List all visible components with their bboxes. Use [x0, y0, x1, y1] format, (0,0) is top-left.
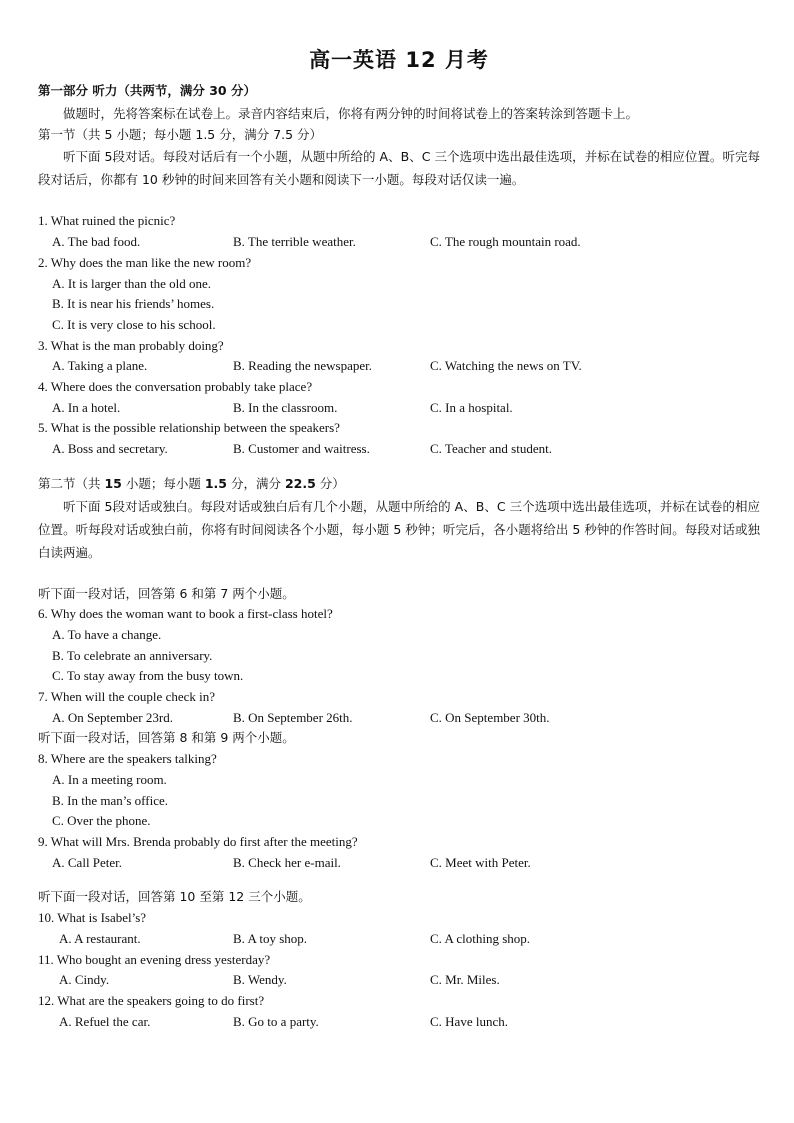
question-4-options	[38, 398, 760, 419]
option-a: A. Cindy.	[59, 972, 110, 988]
option-b: B. A toy shop.	[233, 930, 308, 946]
option-c: C. On September 30th.	[430, 709, 550, 725]
option-c: C. In a hospital.	[430, 399, 513, 415]
section2-heading	[38, 474, 760, 495]
option-b: B. Reading the newspaper.	[233, 358, 372, 374]
option-c: C. Over the phone.	[52, 813, 151, 829]
heading-number: 22.5	[284, 475, 316, 491]
question-8: 8. Where are the speakers talking?	[38, 751, 217, 767]
question-11: 11. Who bought an evening dress yesterday?	[38, 951, 271, 967]
option-c: C. The rough mountain road.	[430, 234, 581, 250]
question-1: 1. What ruined the picnic?	[38, 213, 176, 229]
option-b: B. In the man’s office.	[52, 792, 169, 808]
option-a: A. Taking a plane.	[52, 358, 148, 374]
option-b: B. To celebrate an anniversary.	[52, 647, 213, 663]
question-6: 6. Why does the woman want to book a first-class hotel?	[38, 606, 333, 622]
option-c: C. Teacher and student.	[430, 441, 552, 457]
option-a: A. In a meeting room.	[52, 771, 167, 787]
option-b: B. In the classroom.	[233, 399, 338, 415]
section1-intro: 听下面 5段对话。每段对话后有一个小题，从题中所给的 A、B、C 三个选项中选出最佳选项，并标在试卷的相应位置。听完每段对话后，你都有 10 秒钟的时间来回答有关小题和阅读下一小题。每段对话仅读一遍。	[38, 149, 760, 188]
group-instruction: 听下面一段对话，回答第 6 和第 7 两个小题。	[38, 585, 295, 601]
section2-intro: 听下面 5段对话或独白。每段对话或独白后有几个小题，从题中所给的 A、B、C 三个选项中选出最佳选项，并标在试卷的相应位置。听每段对话或独白前，你将有时间阅读各个小题，每小题 5 秒钟；听完后，各小题将给出 5 秒钟的作答时间。每段对话或独白读两遍。	[38, 498, 760, 560]
heading-number: 1.5	[204, 475, 227, 491]
heading-text: 小题；每小题	[121, 475, 205, 491]
option-a: A. The bad food.	[52, 234, 141, 250]
heading-number: 15	[104, 475, 122, 491]
question-4: 4. Where does the conversation probably take place?	[38, 379, 313, 395]
option-a: A. Refuel the car.	[59, 1013, 151, 1029]
option-c: C. Mr. Miles.	[430, 972, 500, 988]
option-c: C. Have lunch.	[430, 1013, 508, 1029]
option-b: B. It is near his friends’ homes.	[52, 296, 215, 312]
question-9-options	[38, 853, 760, 874]
part1-intro: 做题时，先将答案标在试卷上。录音内容结束后，你将有两分钟的时间将试卷上的答案转涂到答题卡上。	[63, 105, 639, 121]
page-title: 高一英语 12 月考	[309, 48, 489, 72]
question-10: 10. What is Isabel’s?	[38, 910, 147, 926]
part1-heading: 第一部分 听力（共两节，满分 30 分）	[38, 83, 256, 98]
question-5: 5. What is the possible relationship between the speakers?	[38, 420, 340, 436]
option-a: A. A restaurant.	[59, 930, 141, 946]
question-2: 2. Why does the man like the new room?	[38, 254, 252, 270]
section1-heading: 第一节（共 5 小题；每小题 1.5 分，满分 7.5 分）	[38, 126, 323, 142]
question-7: 7. When will the couple check in?	[38, 689, 216, 705]
option-a: A. In a hotel.	[52, 399, 121, 415]
option-a: A. To have a change.	[52, 626, 162, 642]
question-3: 3. What is the man probably doing?	[38, 337, 224, 353]
option-c: C. Meet with Peter.	[430, 854, 531, 870]
question-3-options	[38, 356, 760, 377]
option-a: A. It is larger than the old one.	[52, 275, 211, 291]
option-b: B. Check her e-mail.	[233, 854, 341, 870]
question-12: 12. What are the speakers going to do first?	[38, 992, 265, 1008]
option-b: B. On September 26th.	[233, 709, 353, 725]
question-10-options	[38, 929, 760, 950]
question-9: 9. What will Mrs. Brenda probably do first after the meeting?	[38, 833, 358, 849]
heading-text: 分，满分	[227, 475, 285, 491]
option-b: B. The terrible weather.	[233, 234, 356, 250]
group-instruction: 听下面一段对话，回答第 8 和第 9 两个小题。	[38, 730, 295, 746]
exam-page	[38, 44, 760, 1032]
question-5-options	[38, 439, 760, 460]
question-11-options	[38, 970, 760, 991]
group-instruction: 听下面一段对话，回答第 10 至第 12 三个小题。	[38, 889, 311, 905]
question-7-options	[38, 708, 760, 729]
option-c: C. To stay away from the busy town.	[52, 668, 244, 684]
option-c: C. Watching the news on TV.	[430, 358, 582, 374]
option-b: B. Wendy.	[233, 972, 287, 988]
question-12-options	[38, 1012, 760, 1033]
option-c: C. A clothing shop.	[430, 930, 531, 946]
option-b: B. Customer and waitress.	[233, 441, 370, 457]
option-b: B. Go to a party.	[233, 1013, 319, 1029]
heading-text: 第二节（共	[38, 475, 105, 491]
option-c: C. It is very close to his school.	[52, 316, 216, 332]
question-1-options	[38, 232, 760, 253]
heading-text: 分）	[315, 475, 345, 491]
option-a: A. Boss and secretary.	[52, 441, 168, 457]
option-a: A. On September 23rd.	[52, 709, 173, 725]
option-a: A. Call Peter.	[52, 854, 123, 870]
